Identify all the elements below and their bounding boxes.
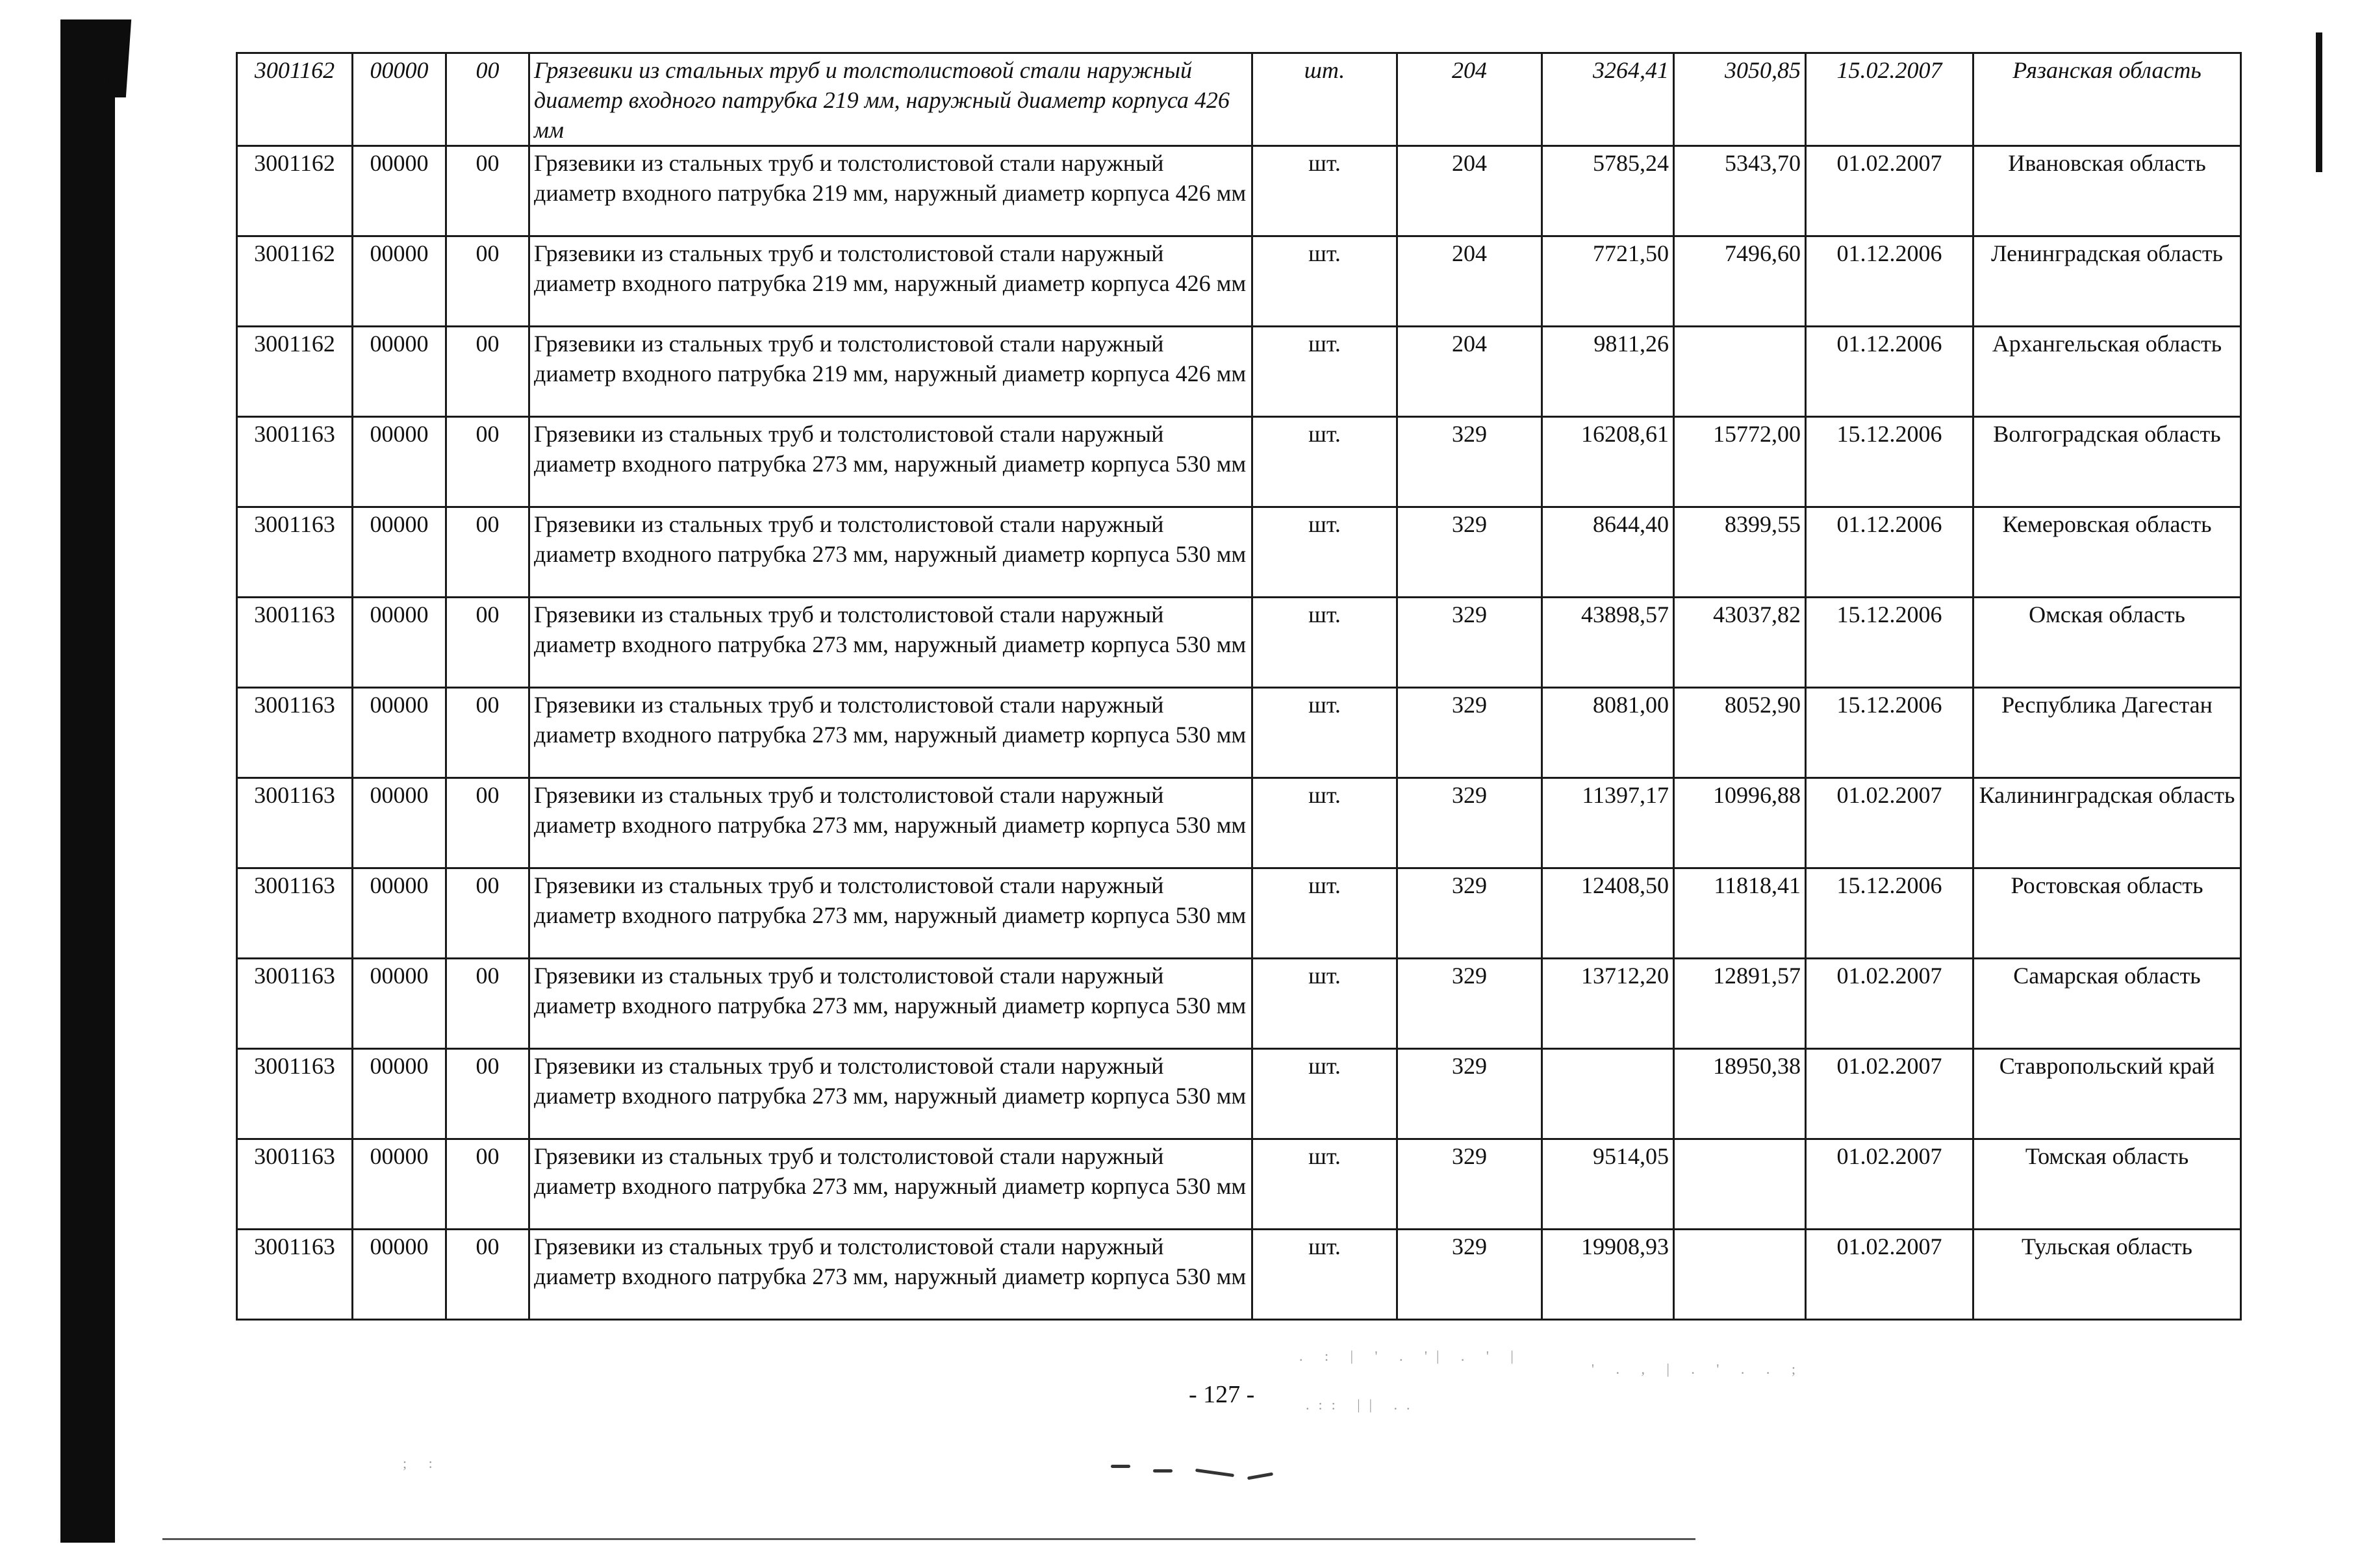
cell-code: 3001162	[237, 327, 353, 417]
cell-price-2: 8052,90	[1674, 688, 1806, 778]
cell-price-1: 8644,40	[1542, 507, 1674, 598]
scan-edge-left	[60, 19, 115, 1543]
cell-price-2	[1674, 327, 1806, 417]
cell-price-1: 43898,57	[1542, 598, 1674, 688]
table-row	[237, 417, 2241, 507]
cell-number: 329	[1397, 778, 1542, 868]
cell-number: 329	[1397, 1049, 1542, 1139]
cell-unit: шт.	[1252, 236, 1397, 327]
cell-price-2: 10996,88	[1674, 778, 1806, 868]
cell-date: 15.12.2006	[1806, 688, 1973, 778]
cell-price-2: 7496,60	[1674, 236, 1806, 327]
cell-number: 204	[1397, 53, 1542, 146]
cell-price-1: 9514,05	[1542, 1139, 1674, 1230]
cell-code: 3001163	[237, 417, 353, 507]
table-row	[237, 778, 2241, 868]
cell-unit: шт.	[1252, 778, 1397, 868]
cell-code: 3001163	[237, 688, 353, 778]
cell-subcode: 00000	[353, 53, 446, 146]
cell-region: Ставропольский край	[1973, 1049, 2241, 1139]
cell-subcode-2: 00	[446, 327, 529, 417]
table-body	[237, 53, 2241, 1320]
cell-date: 01.02.2007	[1806, 1049, 1973, 1139]
cell-unit: шт.	[1252, 327, 1397, 417]
cell-code: 3001162	[237, 146, 353, 236]
cell-unit: шт.	[1252, 959, 1397, 1049]
cell-date: 01.02.2007	[1806, 1139, 1973, 1230]
cell-subcode: 00000	[353, 1049, 446, 1139]
table-row	[237, 1049, 2241, 1139]
scan-noise: . : | ' . '| . ' |	[1299, 1348, 1523, 1364]
cell-number: 329	[1397, 598, 1542, 688]
cell-code: 3001163	[237, 1230, 353, 1320]
cell-price-1: 7721,50	[1542, 236, 1674, 327]
table-row	[237, 959, 2241, 1049]
cell-code: 3001163	[237, 1139, 353, 1230]
cell-unit: шт.	[1252, 1230, 1397, 1320]
cell-price-1: 11397,17	[1542, 778, 1674, 868]
cell-price-2: 43037,82	[1674, 598, 1806, 688]
cell-region: Калининградская область	[1973, 778, 2241, 868]
cell-date: 01.02.2007	[1806, 778, 1973, 868]
cell-subcode: 00000	[353, 236, 446, 327]
cell-region: Кемеровская область	[1973, 507, 2241, 598]
cell-date: 01.02.2007	[1806, 146, 1973, 236]
cell-description: Грязевики из стальных труб и толстолистовой стали наружный диаметр входного патрубка 273 мм, наружный диаметр корпуса 530 мм	[529, 1139, 1252, 1230]
cell-code: 3001163	[237, 1049, 353, 1139]
cell-region: Тульская область	[1973, 1230, 2241, 1320]
cell-price-2: 8399,55	[1674, 507, 1806, 598]
table-row	[237, 868, 2241, 959]
cell-date: 01.12.2006	[1806, 507, 1973, 598]
cell-unit: шт.	[1252, 507, 1397, 598]
cell-price-1: 16208,61	[1542, 417, 1674, 507]
cell-price-2	[1674, 1230, 1806, 1320]
cell-price-1: 12408,50	[1542, 868, 1674, 959]
cell-description: Грязевики из стальных труб и толстолистовой стали наружный диаметр входного патрубка 219 мм, наружный диаметр корпуса 426 мм	[529, 236, 1252, 327]
table-row	[237, 507, 2241, 598]
cell-number: 329	[1397, 959, 1542, 1049]
cell-subcode-2: 00	[446, 236, 529, 327]
cell-subcode: 00000	[353, 146, 446, 236]
cell-date: 01.02.2007	[1806, 959, 1973, 1049]
price-table	[236, 52, 2240, 1321]
cell-subcode: 00000	[353, 1230, 446, 1320]
cell-description: Грязевики из стальных труб и толстолистовой стали наружный диаметр входного патрубка 219 мм, наружный диаметр корпуса 426 мм	[529, 53, 1252, 146]
cell-price-2	[1674, 1139, 1806, 1230]
cell-subcode: 00000	[353, 688, 446, 778]
cell-subcode-2: 00	[446, 507, 529, 598]
cell-description: Грязевики из стальных труб и толстолистовой стали наружный диаметр входного патрубка 273 мм, наружный диаметр корпуса 530 мм	[529, 1230, 1252, 1320]
cell-description: Грязевики из стальных труб и толстолистовой стали наружный диаметр входного патрубка 219 мм, наружный диаметр корпуса 426 мм	[529, 327, 1252, 417]
cell-description: Грязевики из стальных труб и толстолистовой стали наружный диаметр входного патрубка 219 мм, наружный диаметр корпуса 426 мм	[529, 146, 1252, 236]
cell-code: 3001163	[237, 778, 353, 868]
cell-unit: шт.	[1252, 146, 1397, 236]
cell-number: 329	[1397, 507, 1542, 598]
cell-price-1	[1542, 1049, 1674, 1139]
cell-subcode-2: 00	[446, 598, 529, 688]
cell-price-1: 5785,24	[1542, 146, 1674, 236]
cell-price-2: 3050,85	[1674, 53, 1806, 146]
cell-number: 204	[1397, 236, 1542, 327]
table-row	[237, 1139, 2241, 1230]
table-row	[237, 1230, 2241, 1320]
cell-subcode: 00000	[353, 598, 446, 688]
cell-code: 3001163	[237, 868, 353, 959]
cell-number: 204	[1397, 146, 1542, 236]
scan-line-bottom	[162, 1538, 1695, 1540]
cell-unit: шт.	[1252, 688, 1397, 778]
cell-subcode: 00000	[353, 417, 446, 507]
cell-code: 3001163	[237, 507, 353, 598]
cell-price-2: 15772,00	[1674, 417, 1806, 507]
cell-subcode-2: 00	[446, 868, 529, 959]
table-row	[237, 688, 2241, 778]
cell-subcode: 00000	[353, 868, 446, 959]
cell-date: 15.02.2007	[1806, 53, 1973, 146]
cell-subcode-2: 00	[446, 53, 529, 146]
cell-unit: шт.	[1252, 1139, 1397, 1230]
cell-number: 329	[1397, 417, 1542, 507]
cell-price-2: 5343,70	[1674, 146, 1806, 236]
cell-description: Грязевики из стальных труб и толстолистовой стали наружный диаметр входного патрубка 273 мм, наружный диаметр корпуса 530 мм	[529, 1049, 1252, 1139]
scan-noise: .:: || ..	[1306, 1397, 1419, 1413]
scan-noise: ' . , | . ' . . ;	[1592, 1361, 1805, 1377]
scan-smudge	[1111, 1465, 1130, 1468]
cell-price-2: 11818,41	[1674, 868, 1806, 959]
cell-region: Волгоградская область	[1973, 417, 2241, 507]
cell-unit: шт.	[1252, 598, 1397, 688]
cell-price-1: 8081,00	[1542, 688, 1674, 778]
table-row	[237, 146, 2241, 236]
cell-description: Грязевики из стальных труб и толстолистовой стали наружный диаметр входного патрубка 273 мм, наружный диаметр корпуса 530 мм	[529, 778, 1252, 868]
cell-description: Грязевики из стальных труб и толстолистовой стали наружный диаметр входного патрубка 273 мм, наружный диаметр корпуса 530 мм	[529, 507, 1252, 598]
cell-date: 15.12.2006	[1806, 417, 1973, 507]
page-number: - 127 -	[1189, 1381, 1255, 1408]
cell-price-1: 19908,93	[1542, 1230, 1674, 1320]
cell-subcode: 00000	[353, 959, 446, 1049]
cell-number: 329	[1397, 1230, 1542, 1320]
cell-description: Грязевики из стальных труб и толстолистовой стали наружный диаметр входного патрубка 273 мм, наружный диаметр корпуса 530 мм	[529, 688, 1252, 778]
cell-region: Самарская область	[1973, 959, 2241, 1049]
cell-unit: шт.	[1252, 1049, 1397, 1139]
cell-region: Ивановская область	[1973, 146, 2241, 236]
cell-subcode-2: 00	[446, 1049, 529, 1139]
cell-description: Грязевики из стальных труб и толстолистовой стали наружный диаметр входного патрубка 273 мм, наружный диаметр корпуса 530 мм	[529, 417, 1252, 507]
cell-subcode: 00000	[353, 507, 446, 598]
cell-unit: шт.	[1252, 417, 1397, 507]
cell-description: Грязевики из стальных труб и толстолистовой стали наружный диаметр входного патрубка 273 мм, наружный диаметр корпуса 530 мм	[529, 868, 1252, 959]
cell-subcode-2: 00	[446, 1230, 529, 1320]
cell-subcode-2: 00	[446, 417, 529, 507]
cell-code: 3001163	[237, 598, 353, 688]
scan-mark-right	[2316, 32, 2322, 172]
table-row	[237, 236, 2241, 327]
table-row	[237, 53, 2241, 146]
table-row	[237, 598, 2241, 688]
cell-subcode: 00000	[353, 1139, 446, 1230]
cell-description: Грязевики из стальных труб и толстолистовой стали наружный диаметр входного патрубка 273 мм, наружный диаметр корпуса 530 мм	[529, 598, 1252, 688]
cell-description: Грязевики из стальных труб и толстолистовой стали наружный диаметр входного патрубка 273 мм, наружный диаметр корпуса 530 мм	[529, 959, 1252, 1049]
cell-subcode-2: 00	[446, 688, 529, 778]
cell-subcode: 00000	[353, 778, 446, 868]
cell-unit: шт.	[1252, 53, 1397, 146]
cell-date: 01.12.2006	[1806, 327, 1973, 417]
scan-smudge	[1153, 1469, 1173, 1473]
cell-subcode-2: 00	[446, 778, 529, 868]
cell-code: 3001162	[237, 53, 353, 146]
scan-smudge	[1195, 1469, 1234, 1477]
cell-price-2: 18950,38	[1674, 1049, 1806, 1139]
cell-region: Омская область	[1973, 598, 2241, 688]
table-row	[237, 327, 2241, 417]
cell-date: 01.12.2006	[1806, 236, 1973, 327]
cell-price-2: 12891,57	[1674, 959, 1806, 1049]
cell-date: 15.12.2006	[1806, 868, 1973, 959]
cell-subcode: 00000	[353, 327, 446, 417]
cell-code: 3001162	[237, 236, 353, 327]
cell-date: 15.12.2006	[1806, 598, 1973, 688]
cell-unit: шт.	[1252, 868, 1397, 959]
cell-region: Рязанская область	[1973, 53, 2241, 146]
cell-price-1: 3264,41	[1542, 53, 1674, 146]
cell-number: 329	[1397, 1139, 1542, 1230]
scan-noise: ; :	[403, 1455, 442, 1471]
cell-date: 01.02.2007	[1806, 1230, 1973, 1320]
scan-smudge	[1247, 1473, 1273, 1480]
cell-region: Архангельская область	[1973, 327, 2241, 417]
cell-region: Томская область	[1973, 1139, 2241, 1230]
cell-subcode-2: 00	[446, 959, 529, 1049]
cell-number: 204	[1397, 327, 1542, 417]
cell-subcode-2: 00	[446, 1139, 529, 1230]
cell-price-1: 13712,20	[1542, 959, 1674, 1049]
cell-region: Ленинградская область	[1973, 236, 2241, 327]
cell-number: 329	[1397, 868, 1542, 959]
cell-subcode-2: 00	[446, 146, 529, 236]
cell-code: 3001163	[237, 959, 353, 1049]
cell-price-1: 9811,26	[1542, 327, 1674, 417]
cell-region: Республика Дагестан	[1973, 688, 2241, 778]
cell-region: Ростовская область	[1973, 868, 2241, 959]
cell-number: 329	[1397, 688, 1542, 778]
